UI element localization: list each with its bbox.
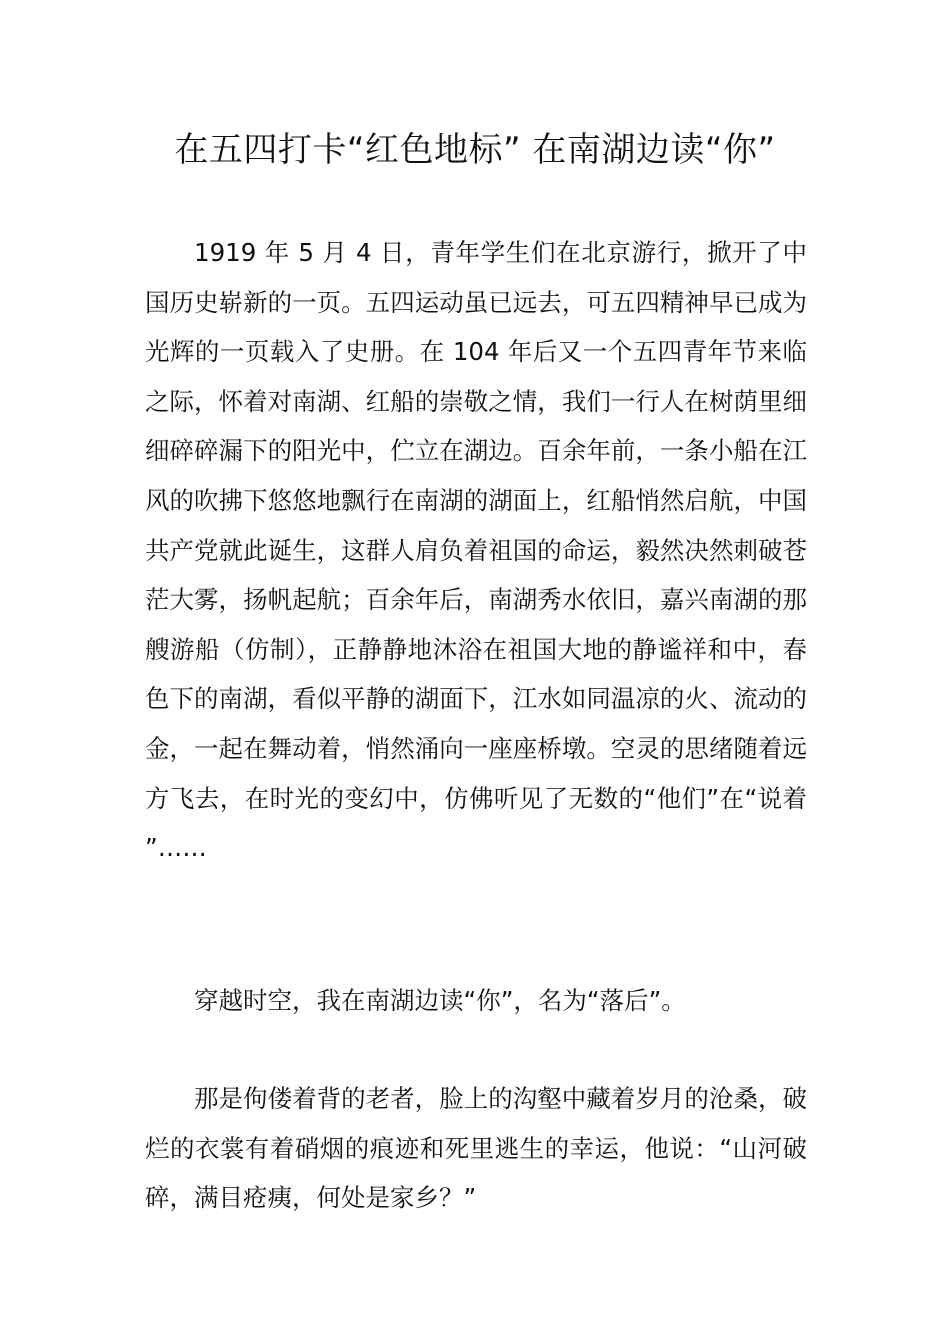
document-title: 在五四打卡“红色地标” 在南湖边读“你”: [174, 130, 776, 170]
paragraph-elder: 那是佝偻着背的老者，脸上的沟壑中藏着岁月的沧桑，破烂的衣裳有着硝烟的痕迹和死里逃生的幸运，他说：“山河破碎，满目疮痍，何处是家乡？”: [145, 1084, 807, 1213]
paragraph-intro: 1919 年 5 月 4 日，青年学生们在北京游行，掀开了中国历史崭新的一页。五四运动虽已远去，可五四精神早已成为光辉的一页载入了史册。在 104 年后又一个五四青年节来临之际，怀着对南湖、红船的崇敬之情，我们一行人在树荫里细细碎碎漏下的阳光中，伫立在湖边。百余年前，一条小船在江风的吹拂下悠悠地飘行在南湖的湖面上，红船悄然启航，中国共产党就此诞生，这群人肩负着祖国的命运，毅然决然刺破苍茫大雾，扬帆起航；百余年后，南湖秀水依旧，嘉兴南湖的那艘游船（仿制），正静静地沐浴在祖国大地的静谧祥和中，春色下的南湖，看似平静的湖面下，江水如同温凉的火、流动的金，一起在舞动着，悄然涌向一座座桥墩。空灵的思绪随着远方飞去，在时光的变幻中，仿佛听见了无数的“他们”在“说着”……: [145, 238, 807, 863]
paragraph-time-travel: 穿越时空，我在南湖边读“你”，名为“落后”。: [194, 986, 686, 1015]
